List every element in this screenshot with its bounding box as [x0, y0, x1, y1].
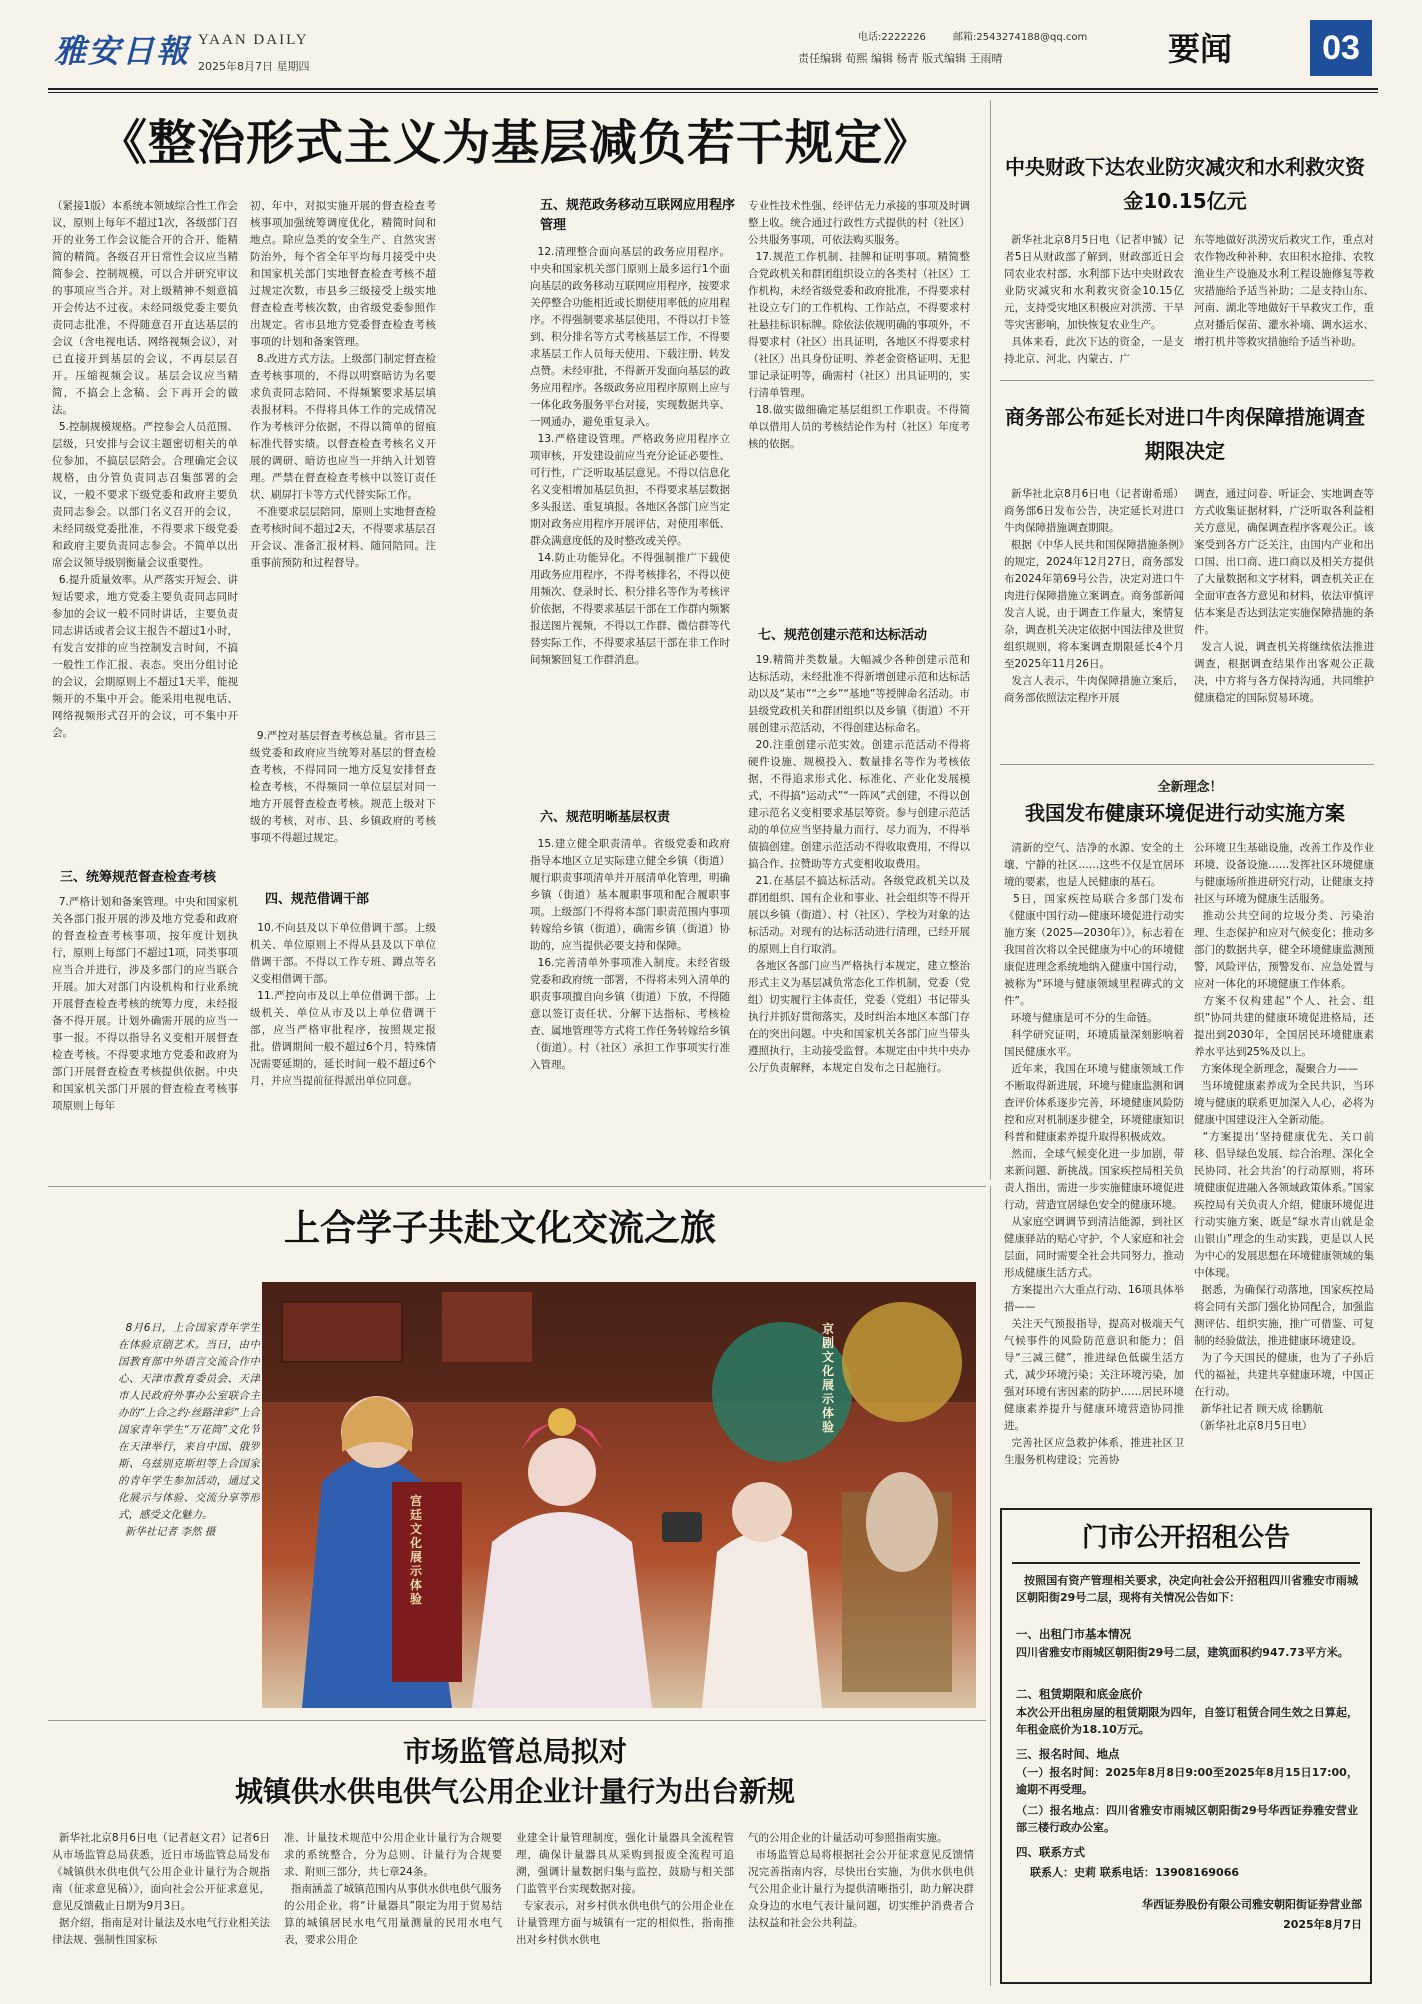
page-number-box [1310, 20, 1372, 76]
paper-logo: 雅安日報 [54, 32, 191, 70]
side1-headline: 中央财政下达农业防灾减灾和水利救灾资金10.15亿元 [1005, 155, 1365, 213]
ad-s3-body-2: （二）报名地点：四川省雅安市雨城区朝阳街29号华西证券雅安营业部三楼行政办公室。 [1016, 1804, 1358, 1834]
photo-scene [262, 1282, 976, 1708]
ad-s1-body: 四川省雅安市雨城区朝阳街29号二层，建筑面积约947.73平方米。 [1016, 1646, 1349, 1659]
main-col-2b: 9.严控对基层督查考核总量。省市县三级党委和政府应当统筹对基层的督查检查考核，不得同同一地方反复安排督查检查考核，不得频同一单位层层对同一地方开展督查检查考核。规范上级对下级的考核，对市、县、乡镇政府的考核事项不得超过规定。 [250, 730, 436, 844]
banner-sign: 宫廷文化展示体验 [410, 1494, 423, 1606]
side1-rule [1000, 380, 1374, 381]
ad-contact: 联系人：史莉 联系电话：13908169066 [1030, 1866, 1240, 1879]
culture-photo [262, 1282, 976, 1708]
main-subhead-4: 四、规范借调干部 [265, 892, 370, 907]
masthead-rule-thin [48, 92, 1378, 93]
main-subhead-3: 三、统筹规范督查检查考核 [60, 870, 217, 885]
ad-title-rule [1012, 1562, 1360, 1564]
main-col-4b: 19.精简并类数量。大幅减少各种创建示范和达标活动，未经批准不得新增创建示范和达标活动以及“某市”“之乡”“基地”等授牌命名活动。市县级党政机关和群团组织以及乡镇（街道）不开展创建示范活动，不得创建达标命名。 20.注重创建示范实效。创建示范活动不得将硬件设施、规模投入、数量排名等作为考核依据，不得追求形式化、标准化、产业化发展模式，不得搞“运动式”“一阵风”式创建，不得以创建示范名义变相要求基层筹资。参与创建示范活动的单位应当坚持量力而行、尽力而为，不得举债搞创建。创建示范活动不得收取费用，不得以搞合作、拉赞助等方式变相收取费用。 21.在基层不搞达标活动。各级党政机关以及群团组织、国有企业和事业、社会组织等不得开展以乡镇（街道）、村（社区）、学校为对象的达标活动。对现有的达标活动进行清理，已经开展的原则上自行取消。 各地区各部门应当严格执行本规定，建立整治形式主义为基层减负常态化工作机制，党委（党组）切实履行主体责任，党委（党组）书记带头执行并抓好贯彻落实，及时纠治本地区本部门存在的突出问题。中央和国家机关各部门应当带头遵照执行，主动接受监督。本规定由中共中央办公厅负责解释，本规定自发布之日起施行。 [748, 654, 970, 1074]
stage-sign: 京剧文化展示体验 [822, 1322, 835, 1434]
main-col-1: （紧接1版）本系统本领域综合性工作会议，原则上每年不超过1次，各级部门召开的业务工作会议能合开的合开、能精简的精简。各级召开日常性会议应当精简参会、控制规模，可以合并研究审议的事项应当合并。对上级精神不刻意搞开会传达不过夜。未经同级党委主要负责同志批准，不得随意召开直达基层的会议（含电视电话、网络视频会议），对已直接开到基层的会议，不再层层召开。压缩视频会议。基层会议应当精简，不搞会上念稿、会下再开会的做法。 5.控制规模规格。严控参会人员范围、层级，只安排与会议主题密切相关的单位参加，不搞层层陪会。合理确定会议规格，由分管负责同志召集部署的会议，一般不要求下级党委和政府主要负责同志参会。以部门名义召开的会议，未经同级党委批准，不得要求下级党委和政府主要负责同志参会。不简单以出席会议领导级别衡量会议重要性。 6.提升质量效率。从严落实开短会、讲短话要求，地方党委主要负责同志同时参加的会议一般不同时讲话，主要负责同志讲话或者会议主报告不超过1小时，有发言安排的应当控制发言时间，不搞一般性工作汇报、表态。突出分组讨论的会议，会期原则上不超过1天半，能视频开的不集中开会。能采用电视电话、网络视频形式召开的会议，可不集中开会。 [52, 200, 238, 739]
ad-s3: 三、报名时间、地点 [1016, 1747, 1120, 1761]
ad-box [1000, 1508, 1372, 1984]
bottom-rule [48, 1720, 986, 1721]
main-col-2c: 10.不向县及以下单位借调干部。上级机关、单位原则上不得从县及以下单位借调干部。不得以工作专班、蹲点等名义变相借调干部。 11.严控向市及以上单位借调干部。上级机关、单位从市及以上单位借调干部，应当严格审批程序，按照规定报批。借调期间一般不超过6个月，特殊情况需要延期的，延长时间一般不超过6个月，并应当提前征得派出单位同意。 [250, 922, 436, 1087]
ad-date: 2025年8月7日 [1283, 1918, 1362, 1931]
masthead [48, 20, 1378, 90]
ad-s1: 一、出租门市基本情况 [1016, 1627, 1131, 1641]
issue-date: 2025年8月7日 星期四 [198, 60, 310, 73]
ad-title: 门市公开招租公告 [1081, 1523, 1290, 1553]
main-subhead-7: 七、规范创建示范和达标活动 [758, 628, 928, 643]
bottom-col-2: 准、计量技术规范中公用企业计量行为合规要求的系统整合，分为总则、计量行为合规要求、附则三部分，共七章24条。 指南涵盖了城镇范围内从事供水供电供气服务的公用企业，将“计量器具”限定为用于贸易结算的城镇居民水电气用量测量的民用水电气表，要求公用企 [284, 1832, 502, 1946]
side1-col-2: 东等地做好洪涝灾后救灾工作，重点对农作物改种补种、农田积水抢排、农牧渔业生产设施及水利工程设施修复等救灾措施给予适当补助；二是支持山东、河南、湖北等地做好干旱救灾工作，重点对播后保苗、灌水补墒、调水运水、增打机井等救灾措施给予适当补助。 [1194, 234, 1374, 348]
paper-en: YAAN DAILY [198, 32, 309, 48]
side2-col-2: 调查，通过问卷、听证会、实地调查等方式收集证据材料，广泛听取各利益相关方意见，确保调查程序客观公正。该案受到各方广泛关注，由国内产业和出口国、出口商、进口商以及相关方提供了大量数据和文字材料，调查机关正在全面审查各方意见和材料，依法审慎评估本案是否达到法定实施保障措施的条件。 发言人说，调查机关将继续依法推进调查，根据调查结果作出客观公正裁决，中方将与各方保持沟通，共同维护健康稳定的国际贸易环境。 [1194, 488, 1374, 704]
email: 邮箱:2543274188@qq.com [953, 32, 1088, 43]
side2-rule [1000, 764, 1374, 765]
section-title: 要闻 [1168, 30, 1233, 68]
main-col-1b: 7.严格计划和备案管理。中央和国家机关各部门报开展的涉及地方党委和政府的督查检查考核事项，按年度计划执行，原则上每部门不超过1项，同类事项应当合并进行，涉及多部门的应当联合开展。加大对部门内设机构和行业系统开展督查检查考核的统筹力度，未经报备不得开展。计划外确需开展的应当一事一报。不得以指导名义变相开展督查检查考核。不得要求地方党委和政府为部门开展督查检查考核提供依据。中央和国家机关部门开展的督查检查考核事项原则上每年 [52, 896, 238, 1112]
main-col-3: 12.清理整合面向基层的政务应用程序。中央和国家机关部门原则上最多运行1个面向基层的政务移动互联网应用程序，按要求关停整合功能相近或长期使用率低的应用程序。不得强制要求基层使用，不得以打卡签到、积分排名等方式考核基层工作，不得要求基层工作人员每天使用、下载注册、转发点赞。未经审批，不得新开发面向基层的政务应用程序。各级政务应用程序原则上应与一体化政务服务平台对接，实现数据共享、一网通办，避免重复录入。 13.严格建设管理。严格政务应用程序立项审核，开发建设前应当充分论证必要性、可行性，广泛听取基层意见。不得以信息化名义变相增加基层负担，不得要求基层数据多头报送、重复填报。各地区各部门应当定期对政务应用程序开展评估，对使用率低、群众满意度低的及时整改或关停。 14.防止功能异化。不得强制推广下载使用政务应用程序，不得考核排名，不得以使用频次、登录时长、积分排名等作为考核评价依据，不得要求基层干部在工作群内频繁报送图片视频，不得以工作群、微信群等代替实际工作，不得要求基层干部在非工作时间频繁回复工作群消息。 [530, 246, 730, 666]
ad-intro: 按照国有资产管理相关要求，决定向社会公开招租四川省雅安市雨城区朝阳街29号二层，现将有关情况公告如下： [1016, 1574, 1358, 1604]
ad-s4: 四、联系方式 [1016, 1845, 1085, 1859]
main-subhead-5: 五、规范政务移动互联网应用程序管理 [540, 198, 736, 233]
main-subhead-6: 六、规范明晰基层权责 [540, 810, 671, 825]
ad-s3-body-1: （一）报名时间：2025年8月8日9:00至2025年8月15日17:00，逾期不再受理。 [1016, 1766, 1358, 1796]
right-divider [990, 1186, 991, 1986]
bottom-col-4: 气的公用企业的计量活动可参照指南实施。 市场监管总局将根据社会公开征求意见反馈情况完善指南内容，尽快出台实施，为供水供电供气公用企业计量行为提供清晰指引，助力解决群众身边的水电气表计量问题，切实维护消费者合法权益和社会公共利益。 [748, 1832, 974, 1929]
main-col-3b: 15.建立健全职责清单。省级党委和政府指导本地区立足实际建立健全乡镇（街道）履行职责事项清单并开展清单化管理，明确乡镇（街道）基本履职事项和配合履职事项。上级部门不得将本部门职责范围内事项转嫁给乡镇（街道），确需乡镇（街道）协助的，应当提供必要支持和保障。 16.完善清单外事项准入制度。未经省级党委和政府统一部署，不得将未列入清单的职责事项擅自向乡镇（街道）下放，不得随意以签订责任状、分解下达指标、考核检查、属地管理等方式将工作任务转嫁给乡镇（街道）。村（社区）承担工作事项实行准入管理。 [530, 838, 730, 1071]
bottom-col-1: 新华社北京8月6日电（记者赵文君）记者6日从市场监管总局获悉，近日市场监管总局发布《城镇供水供电供气公用企业计量行为合规指南（征求意见稿）》，面向社会公开征求意见，意见反馈截止日期为9月3日。 据介绍，指南是对计量法及水电气行业相关法律法规、强制性国家标 [52, 1832, 270, 1946]
photo-headline: 上合学子共赴文化交流之旅 [283, 1208, 716, 1249]
main-headline: 《整治形式主义为基层减负若干规定》 [98, 115, 932, 171]
bottom-headline-1: 市场监管总局拟对 [402, 1735, 627, 1768]
photo-rule [48, 1186, 986, 1187]
side3-col-2: 公环境卫生基础设施，改善工作及作业环境、设备设施……发挥社区环境健康与健康场所推进研究行动，让健康支持社区与环境为健康生活服务。 推动公共空间的垃圾分类、污染治理、生态保护和应对气候变化；推动多部门的数据共享，健全环境健康监测预警，风险评估，预警发布、应急处置与应对一体化的环境健康工作体系。 方案不仅构建起“个人、社会、组织”协同共建的健康环境促进格局，还提出到2030年，全国居民环境健康素养水平达到25%及以上。 方案体现全新理念，凝聚合力—— 当环境健康素养成为全民共识，当环境与健康的联系更加深入人心，必将为健康中国建设注入全新动能。 “方案提出‘坚持健康优先、关口前移、倡导绿色发展、综合治理、深化全民协同、社会共治’的行动原则，将环境健康促进融入各领域政策体系。”国家疾控局有关负责人介绍，健康环境促进行动实施方案，既是“绿水青山就是金山银山”理念的生动实践，更是以人民为中心的发展思想在环境健康领域的集中体现。 据悉，为确保行动落地，国家疾控局将会同有关部门强化协同配合，加强监测评估、组织实施，推广可借鉴、可复制的经验做法，推进健康环境建设。 为了今天国民的健康，也为了子孙后代的福祉，共建共享健康环境，中国正在行动。 新华社记者 顾天成 徐鹏航 （新华社北京8月5日电） [1194, 842, 1374, 1432]
side3-headline: 我国发布健康环境促进行动实施方案 [1025, 801, 1345, 825]
bottom-headline-2: 城镇供水供电供气公用企业计量行为出台新规 [234, 1775, 795, 1808]
ad-s2-body: 本次公开出租房屋的租赁期限为四年，自签订租赁合同生效之日算起，年租金底价为18.10万元。 [1016, 1706, 1358, 1736]
phone: 电话:2222226 [858, 32, 926, 43]
ad-company: 华西证券股份有限公司雅安朝阳街证券营业部 [1142, 1898, 1362, 1911]
main-col-4: 专业性技术性强、经评估无力承接的事项及时调整上收。统合通过行政性方式提供的村（社区）公共服务事项，可依法购买服务。 17.规范工作机制、挂牌和证明事项。精简整合党政机关和群团组织设立的各类村（社区）工作机构，未经省级党委和政府批准，不得要求村社设立专门的工作机构、工作站点，不得要求村社悬挂标识标牌。除依法依规明确的事项外，不得要求村（社区）出具证明，各地区不得要求村（社区）出具身份证明、养老金资格证明、无犯罪记录证明等，确需村（社区）出具证明的，实行清单管理。 18.做实做细确定基层组织工作职责。不得简单以借用人员的考核结论作为村（社区）年度考核的依据。 [748, 200, 970, 450]
page-number: 03 [1322, 29, 1360, 67]
masthead-rule [48, 88, 1378, 90]
photo-caption: 8月6日，上合国家青年学生在体验京剧艺术。当日，由中国教育部中外语言交流合作中心、天津市教育委员会、天津市人民政府外事办公室联合主办的“上合之约·丝路津彩”上合国家青年学生“万花筒”文化节在天津举行，来自中国、俄罗斯、乌兹别克斯坦等上合国家的青年学生参加活动，通过文化展示与体验、交流分享等形式，感受文化魅力。 新华社记者 李然 摄 [118, 1322, 260, 1538]
side1-col-1: 新华社北京8月5日电（记者申铖）记者5日从财政部了解到，财政部近日会同农业农村部、水利部下达中央财政农业防灾减灾和水利救灾资金10.15亿元，支持受灾地区积极应对洪涝、干旱等灾害影响，加快恢复农业生产。 具体来看，此次下达的资金，一是支持北京、河北、内蒙古、广 [1004, 234, 1184, 365]
main-divider [990, 100, 991, 1180]
bottom-col-3: 业建全计量管理制度，强化计量器具全流程管理，确保计量器具从采购到报废全流程可追溯，强调计量数据归集与监控，鼓励与相关部门监管平台实现数据对接。 专家表示，对乡村供水供电供气的公用企业在计量管理方面与城镇有一定的相似性，指南推出对乡村供水供电 [516, 1832, 734, 1946]
side2-col-1: 新华社北京8月6日电（记者谢希瑶）商务部6日发布公告，决定延长对进口牛肉保障措施调查期限。 根据《中华人民共和国保障措施条例》的规定，2024年12月27日，商务部发布2024年第69号公告，决定对进口牛肉进行保障措施立案调查。商务部新闻发言人说，由于调查工作量大，案情复杂，调查机关决定依据中国法律及世贸组织规则，将本案调查期限延长4个月至2025年11月26日。 发言人表示，牛肉保障措施立案后，商务部依照法定程序开展 [1004, 488, 1184, 704]
ad-s2: 二、租赁期限和底金底价 [1016, 1687, 1143, 1701]
side2-headline: 商务部公布延长对进口牛肉保障措施调查期限决定 [1005, 405, 1365, 463]
main-col-2: 初、年中，对拟实施开展的督查检查考核事项加强统筹调度优化，精简时间和地点。除应急类的安全生产、自然灾害防治外，每个省全年平均每月接受中央和国家机关部门实地督查检查考核不超过规定次数，市县乡三级接受上级实地督查检查考核次数，由省级党委参照作出规定。省市县地方党委督查检查考核事项的计划和备案管理。 8.改进方式方法。上级部门制定督查检查考核事项的，不得以明察暗访为名要求负责同志陪同、不得频繁要求基层填表报材料。不得将具体工作的完成情况作为考核评分依据，不得以简单的留痕标准代替实绩。以督查检查考核名义开展的调研、暗访也应当一并纳入计划管理。严禁在督查检查考核中以签订责任状、刷屏打卡等方式代替实际工作。 不准要求层层陪同，原则上实地督查检查考核时间不超过2天，不得要求基层召开会议、准备汇报材料、随同陪同。注重事前预防和过程督导。 [250, 200, 436, 569]
side3-kicker: 全新理念！ [1157, 780, 1223, 795]
editors: 责任编辑 荀熙 编辑 杨青 版式编辑 王雨晴 [798, 52, 1003, 65]
side3-col-1: 清新的空气、洁净的水源、安全的土壤、宁静的社区……这些不仅是宜居环境的要素，也是人民健康的基石。 5日，国家疾控局联合多部门发布《健康中国行动—健康环境促进行动实施方案（2025—2030年）》，标志着在我国首次将以全民健康为中心的环境健康促进理念系统地纳入健康中国行动，被称为“环境与健康领域里程碑式的文件”。 环境与健康是可不分的生命链。 科学研究证明，环境质量深刻影响着国民健康水平。 近年来，我国在环境与健康领域工作不断取得新进展，环境与健康监测和调查评价体系逐步完善，环境健康风险防控和应对机制逐步健全，环境健康知识科普和健康素养提升取得积极成效。 然而，全球气候变化进一步加剧，带来新问题、新挑战。国家疾控局相关负责人指出，需进一步实施健康环境促进行动，营造宜居绿色安全的健康环境。 从家庭空调调节到清洁能源，到社区健康驿站的贴心守护，个人家庭和社会层面，同时需要全社会共同努力，推动形成健康生活方式。 方案提出六大重点行动、16项具体举措—— 关注天气预报指导，提高对极端天气气候事件的风险防范意识和能力；倡导“三减三健”，推进绿色低碳生活方式，减少环境污染；关注环境污染，加强对环境有害因素的防护……居民环境健康素养提升与健康环境营造协同推进。 完善社区应急救护体系，推进社区卫生服务机构建设；完善协 [1004, 842, 1184, 1466]
